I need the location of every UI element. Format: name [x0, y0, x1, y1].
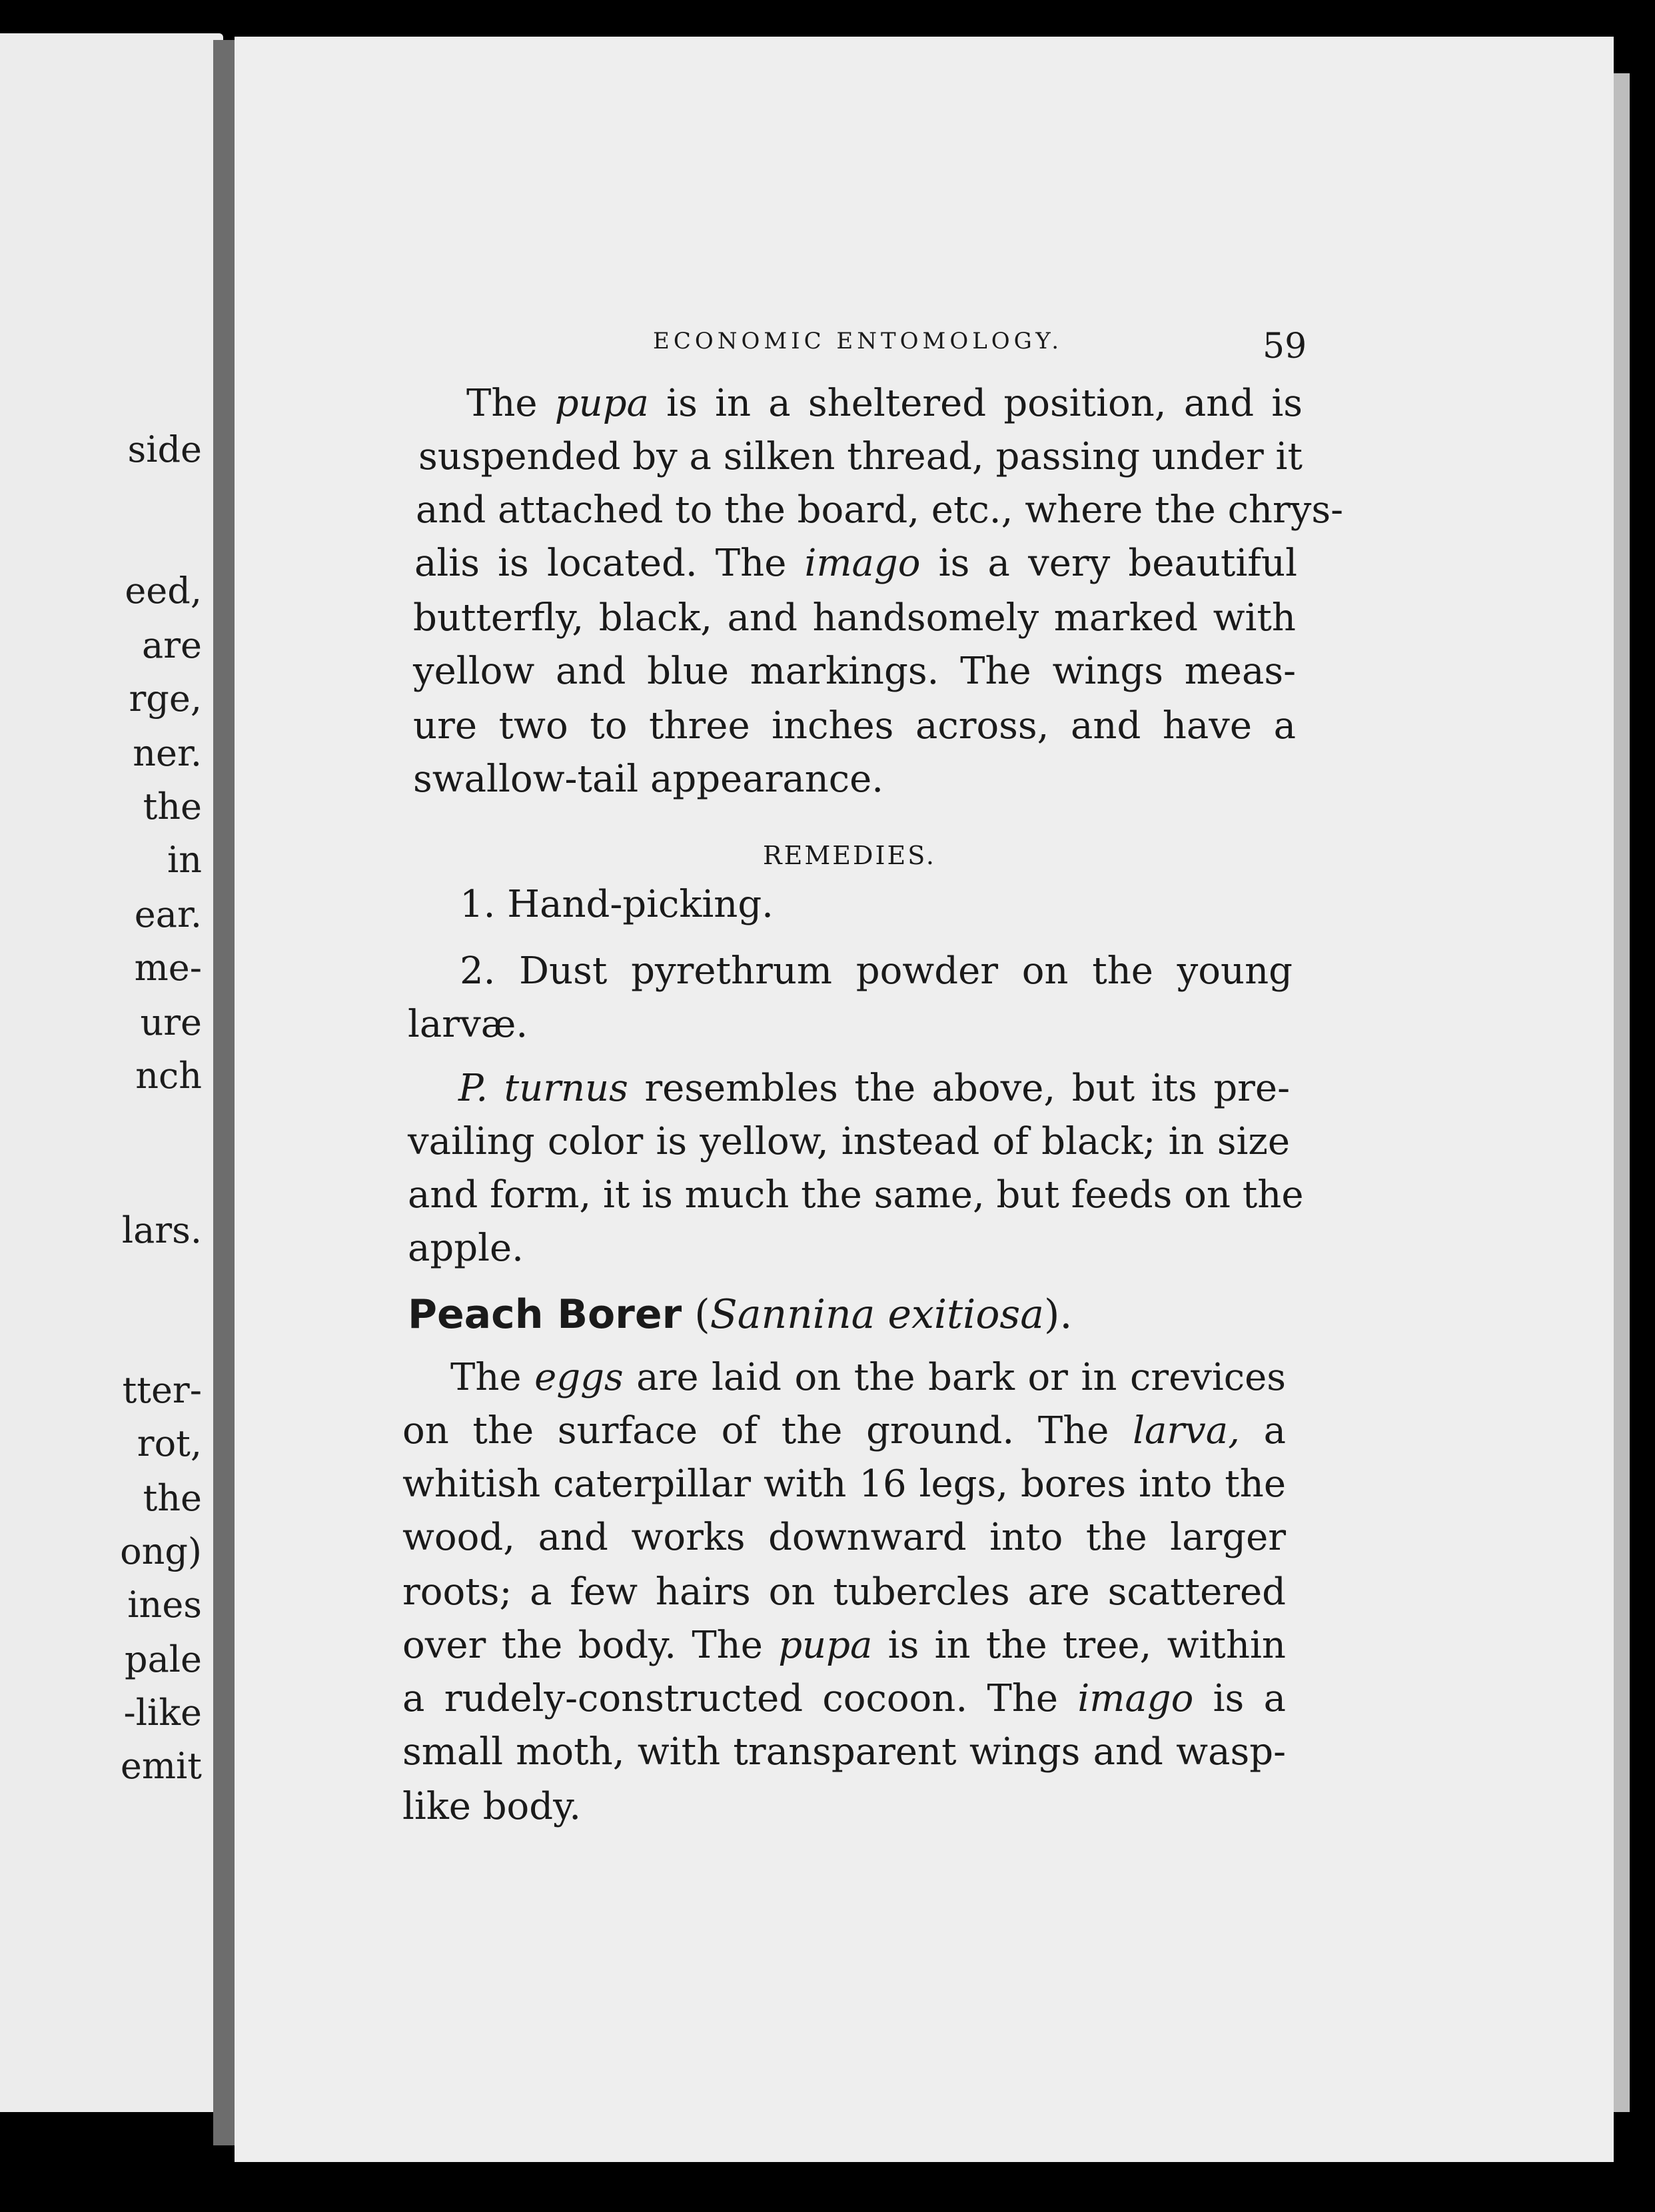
text-line: P. turnus resembles the above, but its pre-: [458, 1067, 1290, 1110]
left-fragment: -like: [123, 1692, 202, 1734]
left-fragment: emit: [120, 1745, 202, 1787]
left-fragment: the: [143, 1477, 202, 1519]
text-line: The eggs are laid on the bark or in crevices: [450, 1356, 1287, 1399]
text-line: ure two to three inches across, and have a: [413, 704, 1296, 748]
left-fragment: ines: [127, 1584, 202, 1626]
left-fragment: tter-: [122, 1369, 202, 1411]
text-line: and attached to the board, etc., where the chrys-: [416, 488, 1344, 532]
text-line: butterfly, black, and handsomely marked with: [413, 596, 1296, 640]
left-fragment: rot,: [137, 1422, 202, 1464]
left-fragment: nch: [135, 1055, 202, 1097]
left-fragment: ure: [140, 1001, 202, 1043]
left-fragment: are: [142, 624, 202, 666]
text-line: a rudely-constructed cocoon. The imago is a: [402, 1677, 1286, 1720]
left-page: [0, 33, 223, 2112]
left-fragment: ner.: [133, 732, 202, 774]
text-line: apple.: [408, 1227, 524, 1270]
remedy-item: 2. Dust pyrethrum powder on the young: [460, 949, 1293, 993]
text-line: yellow and blue markings. The wings meas-: [413, 650, 1296, 693]
left-fragment: side: [127, 428, 202, 470]
left-fragment: ear.: [134, 893, 202, 935]
text-line: wood, and works downward into the larger: [402, 1516, 1286, 1559]
text-line: The pupa is in a sheltered position, and is: [466, 382, 1303, 425]
text-line: over the body. The pupa is in the tree, within: [402, 1624, 1286, 1667]
text-line: alis is located. The imago is a very beautiful: [414, 542, 1297, 585]
running-head: ECONOMIC ENTOMOLOGY.: [653, 328, 1063, 354]
page-edge: [1614, 73, 1630, 2112]
remedies-heading: REMEDIES.: [763, 841, 936, 870]
text-line: like body.: [402, 1785, 582, 1828]
text-line: suspended by a silken thread, passing under it: [418, 435, 1303, 478]
text-line: on the surface of the ground. The larva, a: [402, 1409, 1286, 1452]
left-fragment: pale: [125, 1638, 202, 1680]
text-line: vailing color is yellow, instead of black; in size: [408, 1120, 1290, 1163]
page-number: 59: [1263, 326, 1307, 366]
left-fragment: lars.: [121, 1209, 202, 1251]
remedy-item: 1. Hand-picking.: [460, 883, 774, 926]
left-fragment: eed,: [125, 570, 202, 612]
left-fragment: the: [143, 786, 202, 828]
left-fragment: me-: [134, 947, 202, 989]
left-fragment: rge,: [129, 678, 202, 720]
text-line: small moth, with transparent wings and wasp-: [402, 1730, 1286, 1774]
text-line: larvæ.: [408, 1003, 528, 1046]
text-line: whitish caterpillar with 16 legs, bores into the: [402, 1462, 1286, 1506]
book-gutter: [213, 40, 235, 2145]
text-line: roots; a few hairs on tubercles are scattered: [402, 1570, 1286, 1614]
section-heading: Peach Borer (Sannina exitiosa).: [408, 1291, 1073, 1338]
text-line: and form, it is much the same, but feeds on the: [408, 1173, 1304, 1217]
left-fragment: ong): [120, 1530, 202, 1572]
left-fragment: in: [167, 839, 202, 881]
text-line: swallow-tail appearance.: [413, 758, 884, 801]
